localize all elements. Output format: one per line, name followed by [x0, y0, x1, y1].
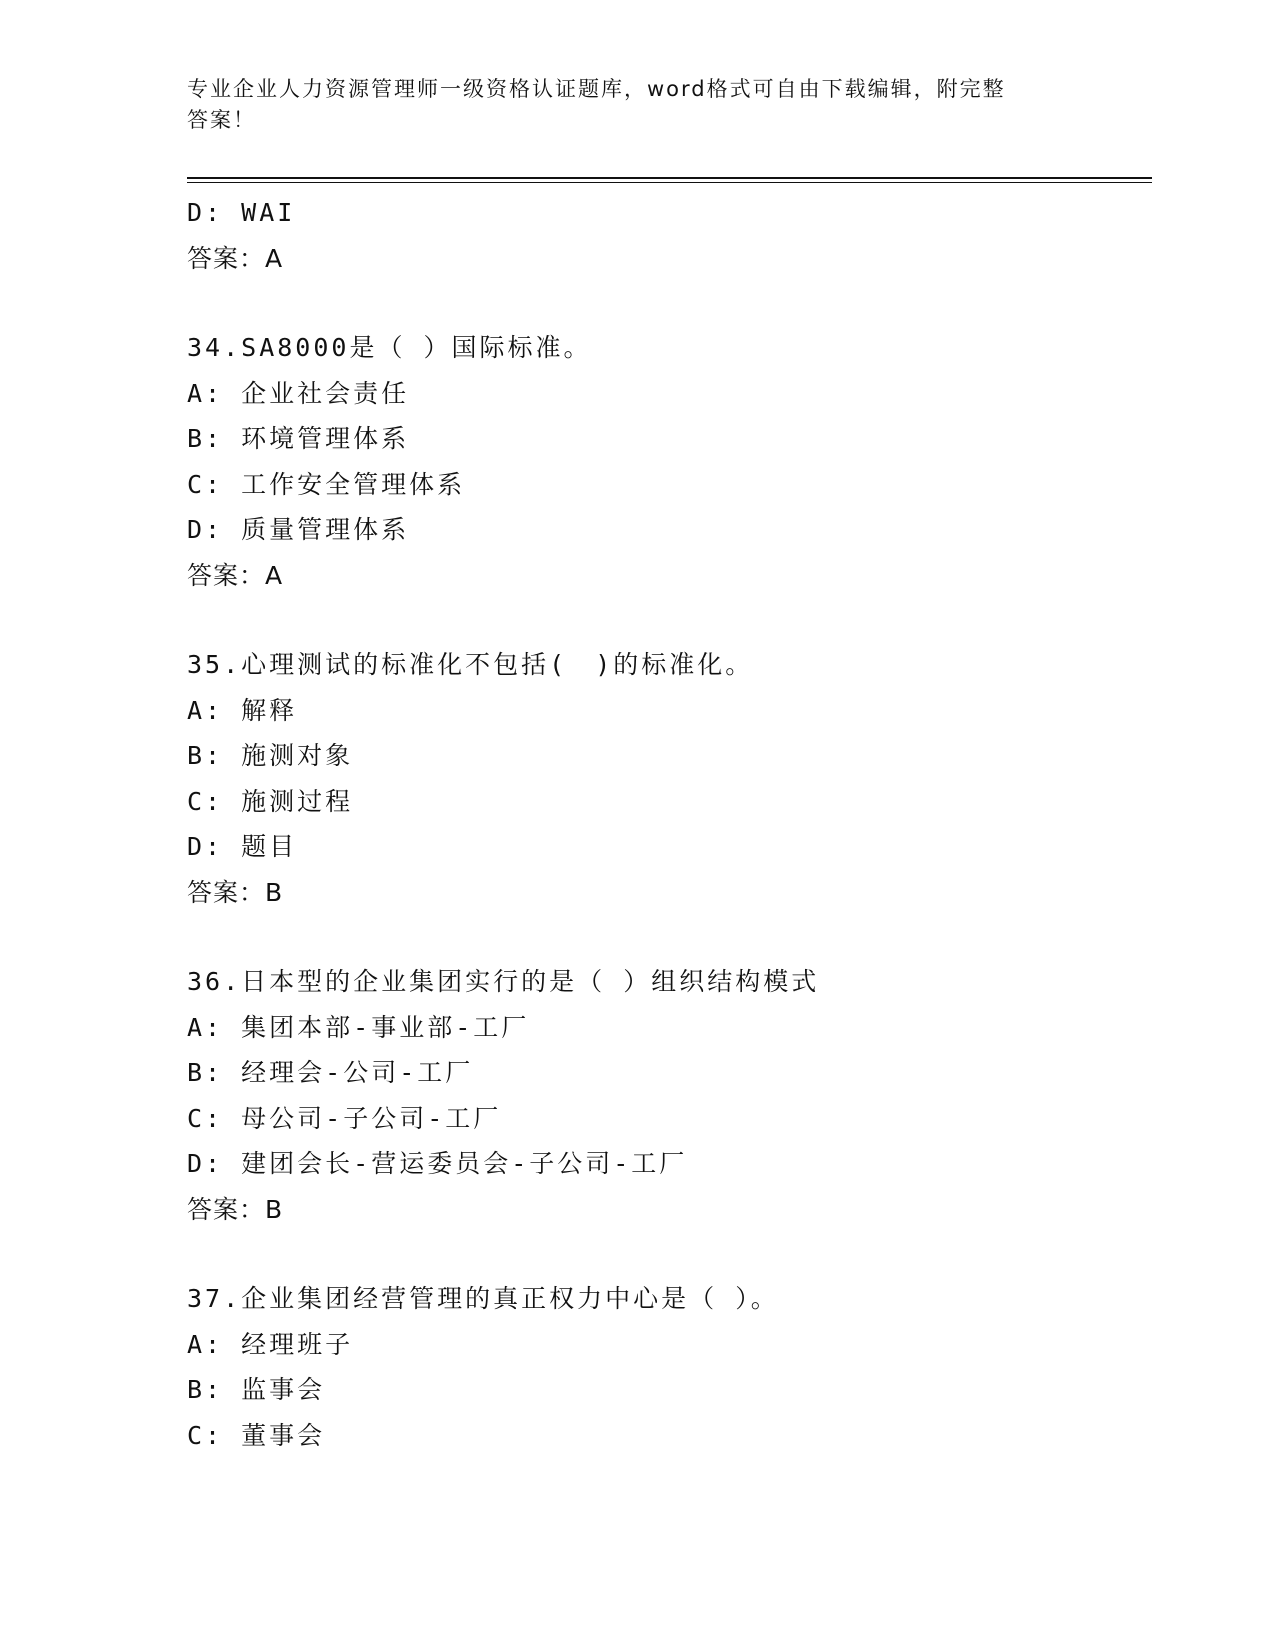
- document-header: [187, 74, 1087, 136]
- answer-line: 答案：A: [187, 560, 284, 590]
- option-c: C: 母公司-子公司-工厂: [187, 1103, 502, 1133]
- question-34: [187, 325, 1147, 598]
- question-stem: 36.日本型的企业集团实行的是（ ）组织结构模式: [187, 967, 820, 996]
- question-37: [187, 1276, 1147, 1458]
- header-line-1: 专业企业人力资源管理师一级资格认证题库，word格式可自由下载编辑，附完整: [187, 77, 1006, 101]
- answer-line: 答案：B: [187, 1194, 284, 1224]
- option-d: D: 题目: [187, 832, 298, 861]
- header-divider-thick: [187, 177, 1152, 179]
- question-35: [187, 642, 1147, 915]
- option-c: C: 工作安全管理体系: [187, 469, 466, 499]
- option-c: C: 施测过程: [187, 786, 354, 816]
- header-line-2: 答案！: [187, 108, 256, 132]
- option-b: B: 经理会-公司-工厂: [187, 1058, 474, 1087]
- question-36: [187, 959, 1147, 1232]
- question-list: [187, 190, 1147, 1458]
- option-d: D: 质量管理体系: [187, 515, 410, 544]
- question-stem: 35.心理测试的标准化不包括( )的标准化。: [187, 650, 754, 679]
- option-d: D: 建团会长-营运委员会-子公司-工厂: [187, 1149, 688, 1178]
- option-b: B: 环境管理体系: [187, 424, 410, 453]
- answer-line: 答案：A: [187, 243, 284, 273]
- answer-line: 答案：B: [187, 877, 284, 907]
- option-d: D: WAI: [187, 198, 296, 227]
- question-stem: 37.企业集团经营管理的真正权力中心是（ ）。: [187, 1284, 779, 1313]
- option-a: A: 企业社会责任: [187, 378, 410, 408]
- option-a: A: 集团本部-事业部-工厂: [187, 1012, 530, 1042]
- header-divider-thin: [187, 182, 1152, 183]
- question-stem: 34.SA8000是（ ）国际标准。: [187, 333, 592, 362]
- previous-question-tail: [187, 190, 1147, 281]
- option-a: A: 经理班子: [187, 1329, 354, 1359]
- option-b: B: 施测对象: [187, 741, 354, 770]
- option-b: B: 监事会: [187, 1375, 326, 1404]
- option-c: C: 董事会: [187, 1420, 326, 1450]
- option-a: A: 解释: [187, 695, 298, 725]
